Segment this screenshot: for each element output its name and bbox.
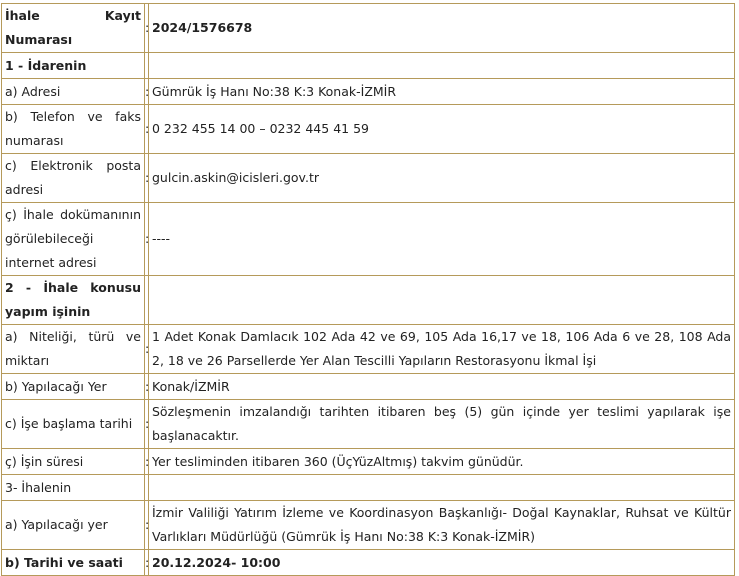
row-label: b) Telefon ve faks numarası [2, 105, 145, 154]
row-label: a) Adresi [2, 79, 145, 105]
row-separator: : [145, 550, 149, 576]
table-row [2, 79, 735, 105]
row-separator: : [145, 203, 149, 276]
section-heading: 3- İhalenin [2, 475, 145, 501]
row-label: a) Niteliği, türü ve miktarı [2, 325, 145, 374]
row-value: Gümrük İş Hanı No:38 K:3 Konak-İZMİR [149, 79, 735, 105]
section-heading: 1 - İdarenin [2, 53, 145, 79]
table-row [2, 203, 735, 276]
table-row [2, 105, 735, 154]
table-row [2, 374, 735, 400]
table-row [2, 501, 735, 550]
row-separator: : [145, 449, 149, 475]
table-row [2, 449, 735, 475]
table-row [2, 325, 735, 374]
row-value [149, 475, 735, 501]
row-separator: : [145, 325, 149, 374]
row-value: Yer tesliminden itibaren 360 (ÜçYüzAltmış) takvim günüdür. [149, 449, 735, 475]
row-label: b) Yapılacağı Yer [2, 374, 145, 400]
table-row [2, 400, 735, 449]
table-row [2, 550, 735, 576]
section-heading: 2 - İhale konusu yapım işinin [2, 276, 145, 325]
row-separator: : [145, 105, 149, 154]
row-value [149, 53, 735, 79]
row-label: c) Elektronik posta adresi [2, 154, 145, 203]
row-value: İzmir Valiliği Yatırım İzleme ve Koordinasyon Başkanlığı- Doğal Kaynaklar, Ruhsat ve Kültür Varlıkları Müdürlüğü (Gümrük İş Hanı No:38 K:3 Konak-İZMİR) [149, 501, 735, 550]
row-value: Sözleşmenin imzalandığı tarihten itibaren beş (5) gün içinde yer teslimi yapılarak işe başlanacaktır. [149, 400, 735, 449]
row-value: ---- [149, 203, 735, 276]
row-separator: : [145, 154, 149, 203]
row-value: Konak/İZMİR [149, 374, 735, 400]
row-label: ç) İşin süresi [2, 449, 145, 475]
row-separator: : [145, 374, 149, 400]
row-separator: : [145, 4, 149, 53]
row-label: a) Yapılacağı yer [2, 501, 145, 550]
row-value: 20.12.2024- 10:00 [149, 550, 735, 576]
row-value: gulcin.askin@icisleri.gov.tr [149, 154, 735, 203]
row-label: b) Tarihi ve saati [2, 550, 145, 576]
table-row [2, 276, 735, 325]
row-value: 1 Adet Konak Damlacık 102 Ada 42 ve 69, 105 Ada 16,17 ve 18, 106 Ada 6 ve 28, 108 Ada 2, 18 ve 26 Parsellerde Yer Alan Tescilli Yapıların Restorasyonu İkmal İşi [149, 325, 735, 374]
row-value [149, 276, 735, 325]
row-separator: : [145, 501, 149, 550]
tender-info-table [1, 3, 735, 576]
table-row [2, 475, 735, 501]
row-label: ç) İhale dokümanının görülebileceği internet adresi [2, 203, 145, 276]
row-label: c) İşe başlama tarihi [2, 400, 145, 449]
row-value: 0 232 455 14 00 – 0232 445 41 59 [149, 105, 735, 154]
row-value: 2024/1576678 [149, 4, 735, 53]
row-label: İhale Kayıt Numarası [2, 4, 145, 53]
row-separator: : [145, 79, 149, 105]
table-row [2, 4, 735, 53]
table-row [2, 154, 735, 203]
table-row [2, 53, 735, 79]
row-separator: : [145, 400, 149, 449]
